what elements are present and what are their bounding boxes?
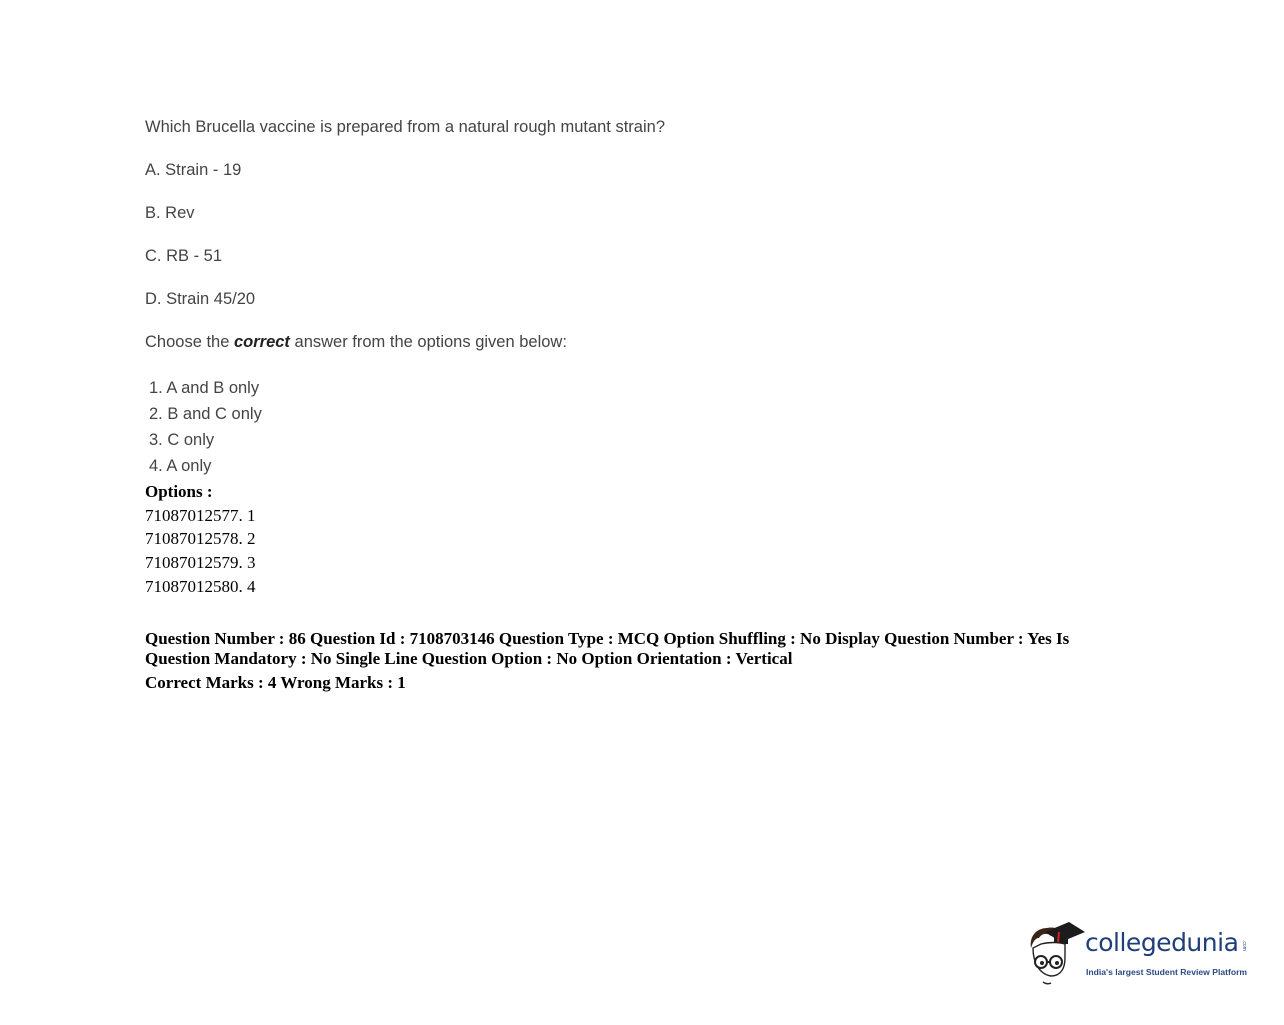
- instruction-emphasis: correct: [233, 333, 290, 351]
- choice-list: [149, 375, 262, 479]
- option-id-item: 71087012579. 3: [145, 553, 256, 573]
- instruction: [145, 333, 567, 352]
- marks-line: Correct Marks : 4 Wrong Marks : 1: [145, 673, 406, 692]
- option-id-item: 71087012580. 4: [145, 576, 256, 596]
- statement-b: B. Rev: [145, 204, 195, 222]
- collegedunia-logo: [1025, 918, 1255, 988]
- choice-item: 2. B and C only: [149, 405, 262, 423]
- statement-d: D. Strain 45/20: [145, 290, 256, 308]
- options-heading: Options :: [145, 482, 213, 501]
- instruction-suffix: answer from the options given below:: [289, 333, 567, 351]
- logo-wordmark: collegedunia: [1085, 928, 1239, 957]
- meta-line-2: Question Mandatory : No Single Line Question Option : No Option Orientation : Vertical: [145, 649, 793, 668]
- mascot-icon: [1025, 918, 1087, 990]
- statement-c: C. RB - 51: [145, 247, 223, 265]
- meta-line-1: Question Number : 86 Question Id : 7108703146 Question Type : MCQ Option Shuffling : No Display Question Number : Yes Is: [145, 629, 1070, 648]
- statement-a: A. Strain - 19: [145, 161, 242, 179]
- logo-suffix: .com: [1241, 940, 1247, 951]
- choice-item: 1. A and B only: [149, 379, 260, 397]
- choice-item: 3. C only: [149, 431, 215, 449]
- choice-item: 4. A only: [149, 457, 212, 475]
- logo-tagline: India's largest Student Review Platform: [1086, 967, 1248, 977]
- instruction-prefix: Choose the: [145, 333, 234, 351]
- question-meta: [145, 629, 1145, 693]
- options-block: [145, 480, 256, 599]
- option-id-item: 71087012578. 2: [145, 529, 256, 549]
- option-id-item: 71087012577. 1: [145, 505, 256, 525]
- question-text: Which Brucella vaccine is prepared from a natural rough mutant strain?: [145, 118, 665, 136]
